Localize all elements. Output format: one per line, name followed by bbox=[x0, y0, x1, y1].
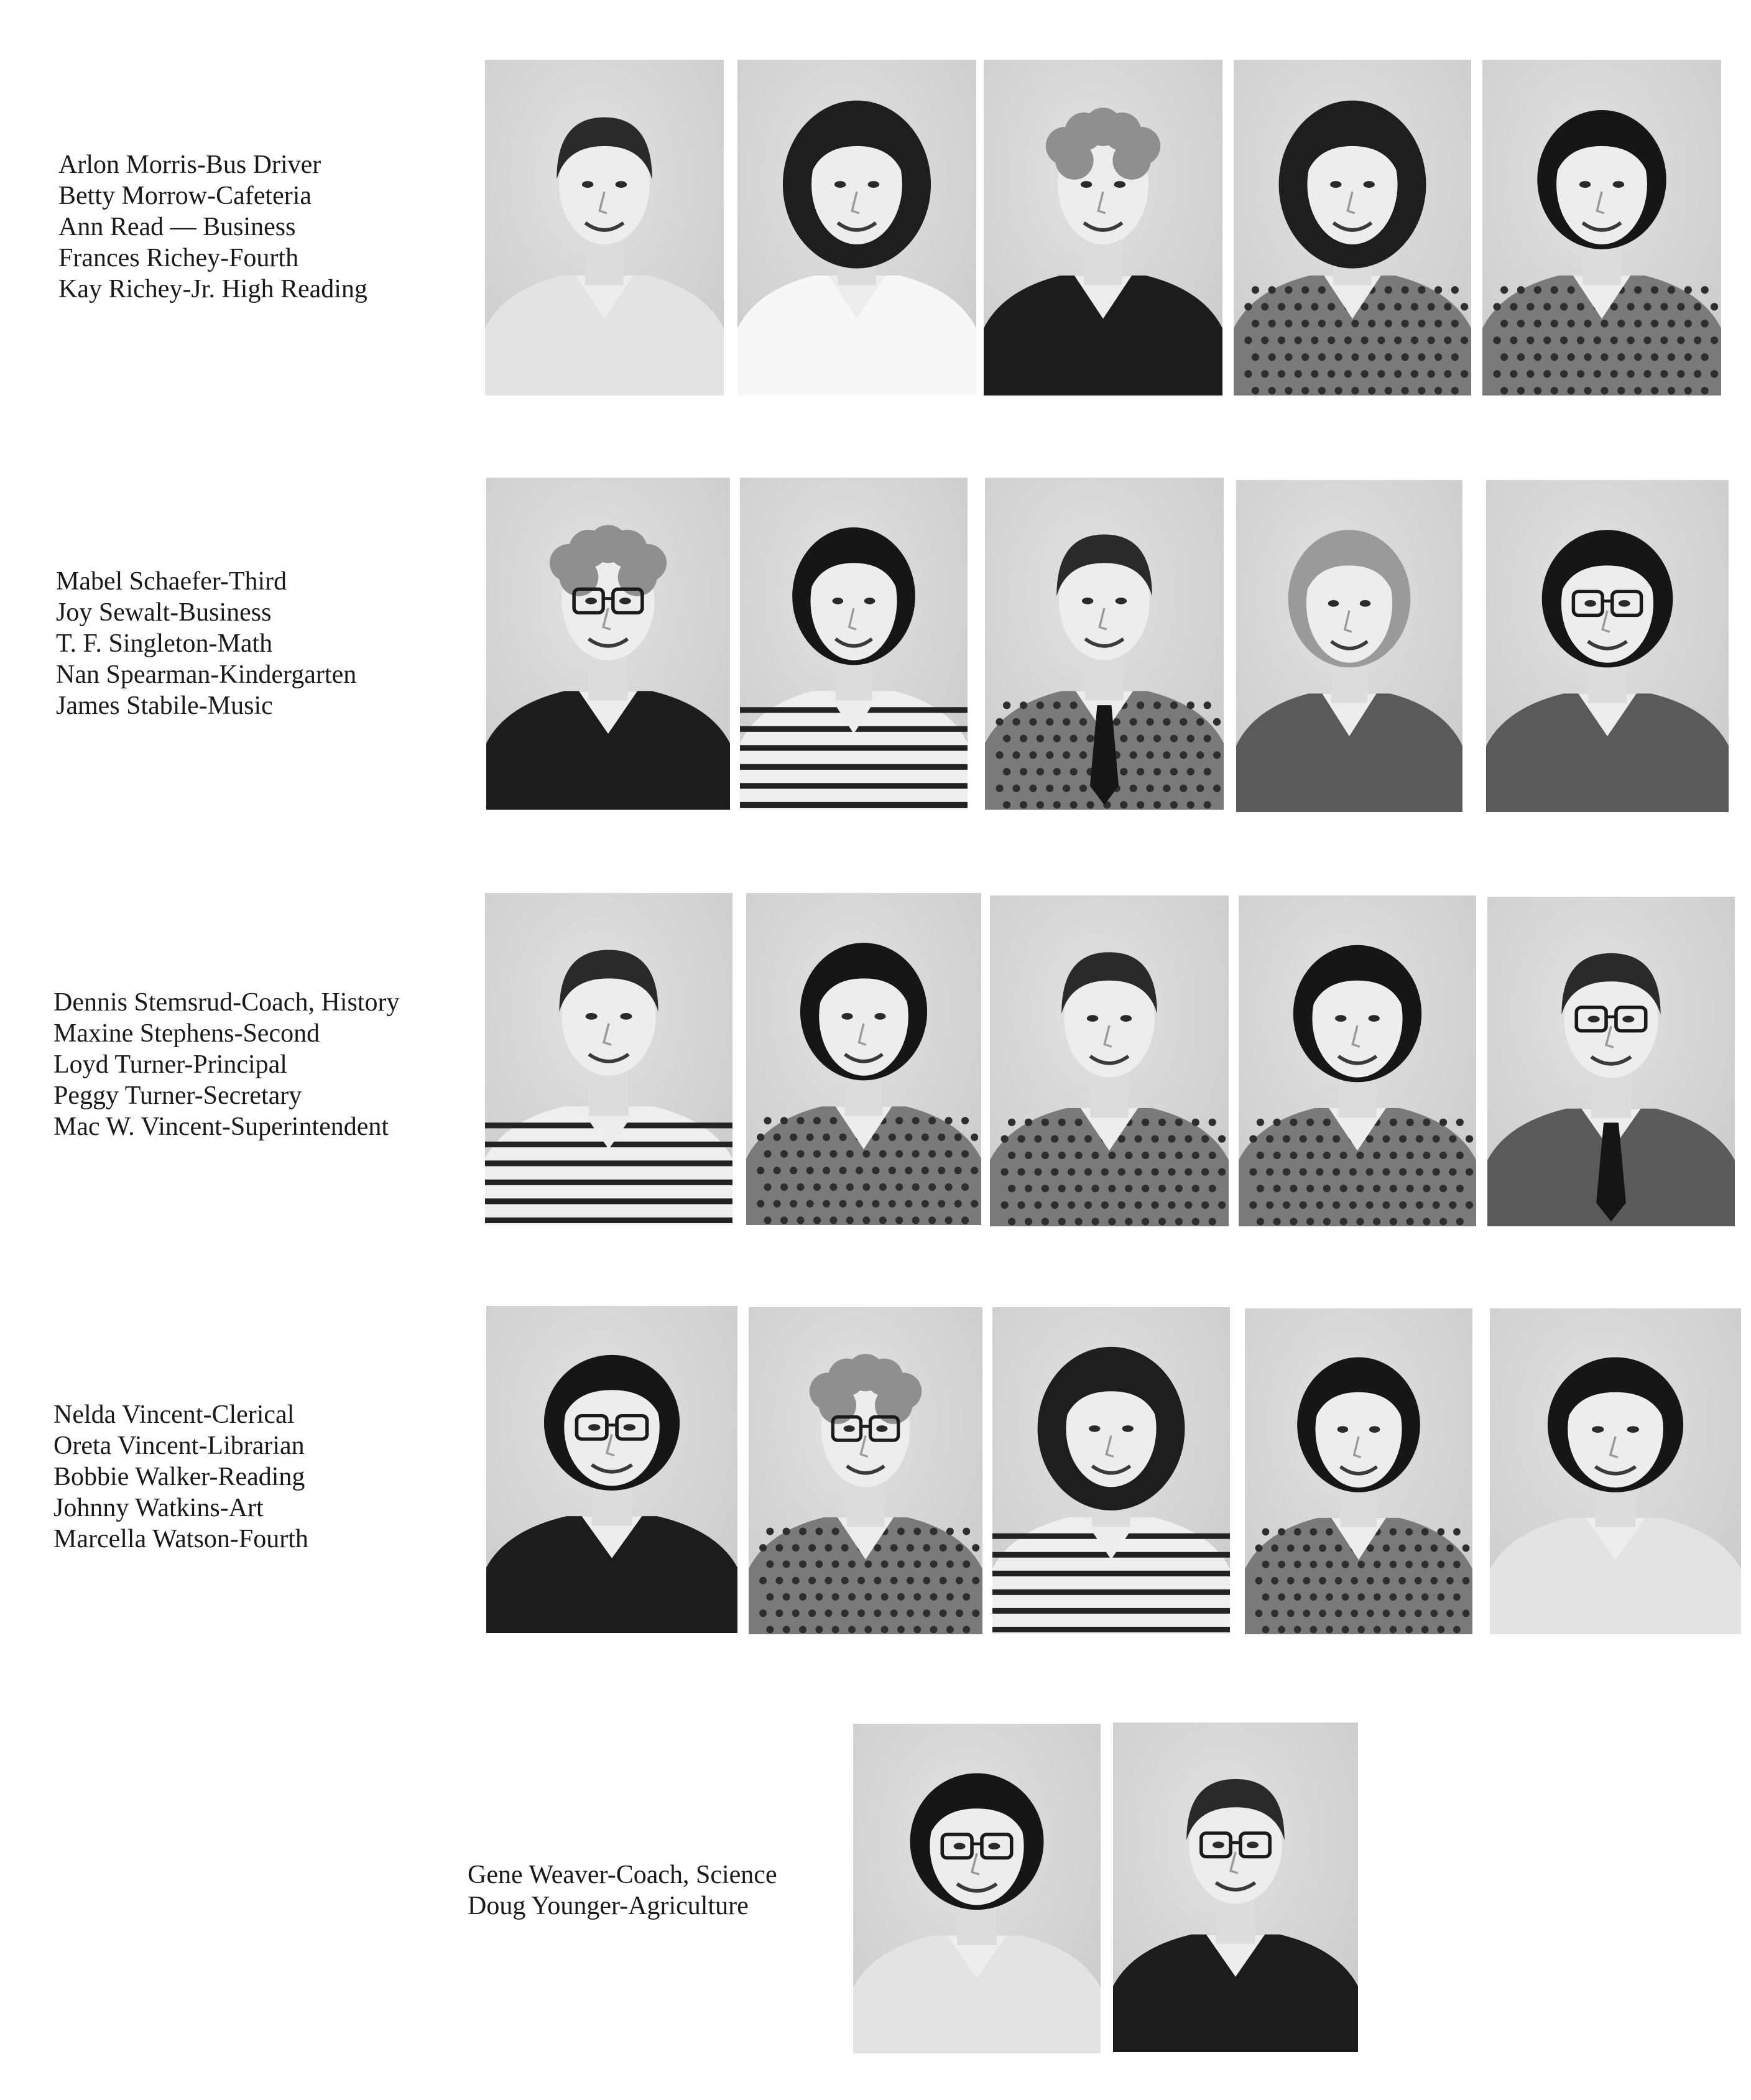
staff-name: Johnny Watkins-Art bbox=[53, 1494, 264, 1522]
portrait-photo bbox=[1234, 60, 1471, 395]
portrait-image bbox=[984, 60, 1222, 395]
portrait-photo bbox=[990, 895, 1229, 1226]
portrait-photo bbox=[749, 1307, 982, 1634]
portrait-image bbox=[853, 1724, 1101, 2053]
portrait-photo bbox=[853, 1724, 1101, 2053]
portrait-photo bbox=[746, 893, 981, 1225]
portrait-image bbox=[485, 60, 724, 395]
staff-name: Bobbie Walker-Reading bbox=[53, 1463, 305, 1491]
staff-name: T. F. Singleton-Math bbox=[56, 629, 273, 658]
caption-row-4 bbox=[53, 1399, 308, 1555]
portrait-photo bbox=[1239, 895, 1476, 1226]
portrait-photo bbox=[985, 478, 1224, 810]
portrait-photo bbox=[992, 1307, 1230, 1634]
staff-name: Maxine Stephens-Second bbox=[53, 1019, 320, 1048]
staff-name: Gene Weaver-Coach, Science bbox=[468, 1861, 777, 1889]
staff-name: Frances Richey-Fourth bbox=[58, 244, 299, 272]
caption-row-5 bbox=[468, 1859, 777, 1922]
portrait-photo bbox=[737, 60, 976, 395]
portrait-image bbox=[749, 1307, 982, 1634]
staff-name: Mac W. Vincent-Superintendent bbox=[53, 1112, 389, 1141]
portrait-photo bbox=[1236, 480, 1462, 812]
staff-name: Betty Morrow-Cafeteria bbox=[58, 182, 312, 210]
portrait-image bbox=[486, 1306, 737, 1633]
portrait-photo bbox=[485, 60, 724, 395]
staff-name: Joy Sewalt-Business bbox=[56, 598, 272, 627]
portrait-image bbox=[1482, 60, 1721, 395]
staff-name: Doug Younger-Agriculture bbox=[468, 1892, 749, 1920]
portrait-photo bbox=[1490, 1308, 1741, 1634]
portrait-photo bbox=[485, 893, 732, 1225]
portrait-image bbox=[485, 893, 732, 1225]
portrait-image bbox=[990, 895, 1229, 1226]
caption-row-3 bbox=[53, 987, 399, 1142]
portrait-image bbox=[1490, 1308, 1741, 1634]
portrait-photo bbox=[486, 1306, 737, 1633]
staff-name: James Stabile-Music bbox=[56, 692, 273, 720]
portrait-image bbox=[1245, 1308, 1472, 1634]
portrait-image bbox=[1236, 480, 1462, 812]
portrait-image bbox=[746, 893, 981, 1225]
portrait-photo bbox=[1113, 1723, 1358, 2052]
staff-name: Oreta Vincent-Librarian bbox=[53, 1432, 305, 1460]
portrait-image bbox=[486, 478, 730, 810]
portrait-image bbox=[985, 478, 1224, 810]
portrait-image bbox=[737, 60, 976, 395]
portrait-image bbox=[1239, 895, 1476, 1226]
staff-name: Ann Read — Business bbox=[58, 213, 296, 241]
portrait-photo bbox=[1487, 897, 1735, 1226]
staff-name: Arlon Morris-Bus Driver bbox=[58, 150, 321, 179]
portrait-image bbox=[1487, 897, 1735, 1226]
staff-name: Nelda Vincent-Clerical bbox=[53, 1400, 295, 1429]
staff-name: Loyd Turner-Principal bbox=[53, 1050, 287, 1079]
caption-row-2 bbox=[56, 566, 356, 721]
portrait-image bbox=[1486, 480, 1729, 812]
portrait-image bbox=[1113, 1723, 1358, 2052]
portrait-image bbox=[1234, 60, 1471, 395]
portrait-photo bbox=[984, 60, 1222, 395]
portrait-photo bbox=[1482, 60, 1721, 395]
staff-name: Mabel Schaefer-Third bbox=[56, 567, 287, 596]
portrait-photo bbox=[1486, 480, 1729, 812]
staff-name: Dennis Stemsrud-Coach, History bbox=[53, 988, 400, 1017]
portrait-photo bbox=[740, 478, 968, 810]
caption-row-1 bbox=[58, 149, 367, 305]
staff-name: Peggy Turner-Secretary bbox=[53, 1081, 302, 1110]
staff-name: Nan Spearman-Kindergarten bbox=[56, 660, 357, 689]
portrait-image bbox=[740, 478, 968, 810]
staff-name: Marcella Watson-Fourth bbox=[53, 1525, 308, 1553]
staff-name: Kay Richey-Jr. High Reading bbox=[58, 275, 367, 303]
portrait-photo bbox=[1245, 1308, 1472, 1634]
portrait-image bbox=[992, 1307, 1230, 1634]
portrait-photo bbox=[486, 478, 730, 810]
